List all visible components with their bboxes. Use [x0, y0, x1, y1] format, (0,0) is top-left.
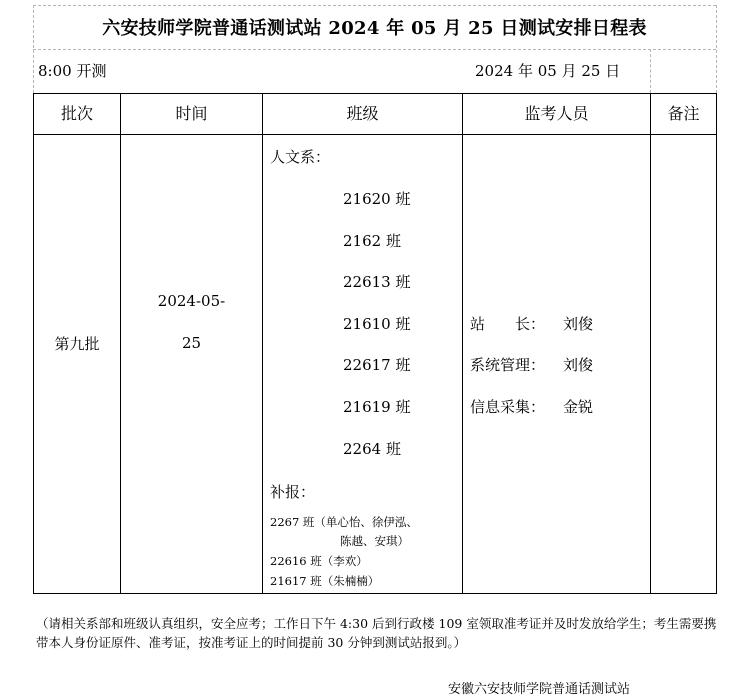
signature: 安徽六安技师学院普通话测试站: [448, 682, 631, 697]
class-item: 2264 班: [343, 440, 401, 458]
table-top-border: [33, 93, 717, 94]
class-item: 22617 班: [343, 356, 411, 374]
staff-role: 系统管理：: [470, 356, 546, 374]
time-value-line1: 2024-05-: [157, 292, 226, 310]
class-item: 21620 班: [343, 190, 411, 208]
table-bottom-border: [33, 593, 717, 594]
date-dashed-divider: [650, 49, 651, 93]
column-divider: [716, 93, 717, 594]
staff-name: 金锐: [563, 398, 594, 416]
header-invigilators: 监考人员: [524, 104, 589, 123]
right-dashed-border: [716, 5, 717, 93]
class-item: 22613 班: [343, 273, 411, 291]
test-date: 2024 年 05 月 25 日: [475, 62, 621, 80]
supplement-item: 2267 班（单心怡、徐伊泓、: [270, 515, 418, 529]
start-time: 8:00 开测: [38, 62, 107, 80]
staff-role: 站 长：: [470, 315, 546, 333]
supplement-label: 补报：: [270, 483, 316, 501]
class-item: 21610 班: [343, 315, 411, 333]
staff-name: 刘俊: [563, 356, 594, 374]
header-time: 时间: [175, 104, 208, 123]
department-label: 人文系：: [270, 148, 331, 166]
batch-value: 第九批: [54, 335, 100, 353]
header-batch: 批次: [60, 104, 93, 123]
top-dashed-border: [33, 5, 716, 6]
staff-name: 刘俊: [563, 315, 594, 333]
column-divider: [650, 93, 651, 594]
page-title: 六安技师学院普通话测试站 2024 年 05 月 25 日测试安排日程表: [102, 18, 647, 39]
header-remarks: 备注: [667, 104, 700, 123]
supplement-item: 陈越、安琪）: [340, 534, 409, 548]
title-dashed-border: [33, 49, 716, 50]
time-value-line2: 25: [181, 334, 202, 352]
column-divider: [462, 93, 463, 594]
header-class: 班级: [346, 104, 379, 123]
staff-role: 信息采集：: [470, 398, 546, 416]
notice-text: （请相关系部和班级认真组织，安全应考；工作日下午 4:30 后到行政楼 109 室领取准考证并及时发放给学生；考生需要携带本人身份证原件、准考证，按准考证上的时间提前 30 分钟到测试站报到。）: [36, 616, 717, 650]
supplement-item: 22616 班（李欢）: [270, 554, 368, 568]
class-item: 2162 班: [343, 232, 401, 250]
header-bottom-border: [33, 134, 717, 135]
supplement-item: 21617 班（朱楠楠）: [270, 574, 380, 588]
class-item: 21619 班: [343, 398, 411, 416]
